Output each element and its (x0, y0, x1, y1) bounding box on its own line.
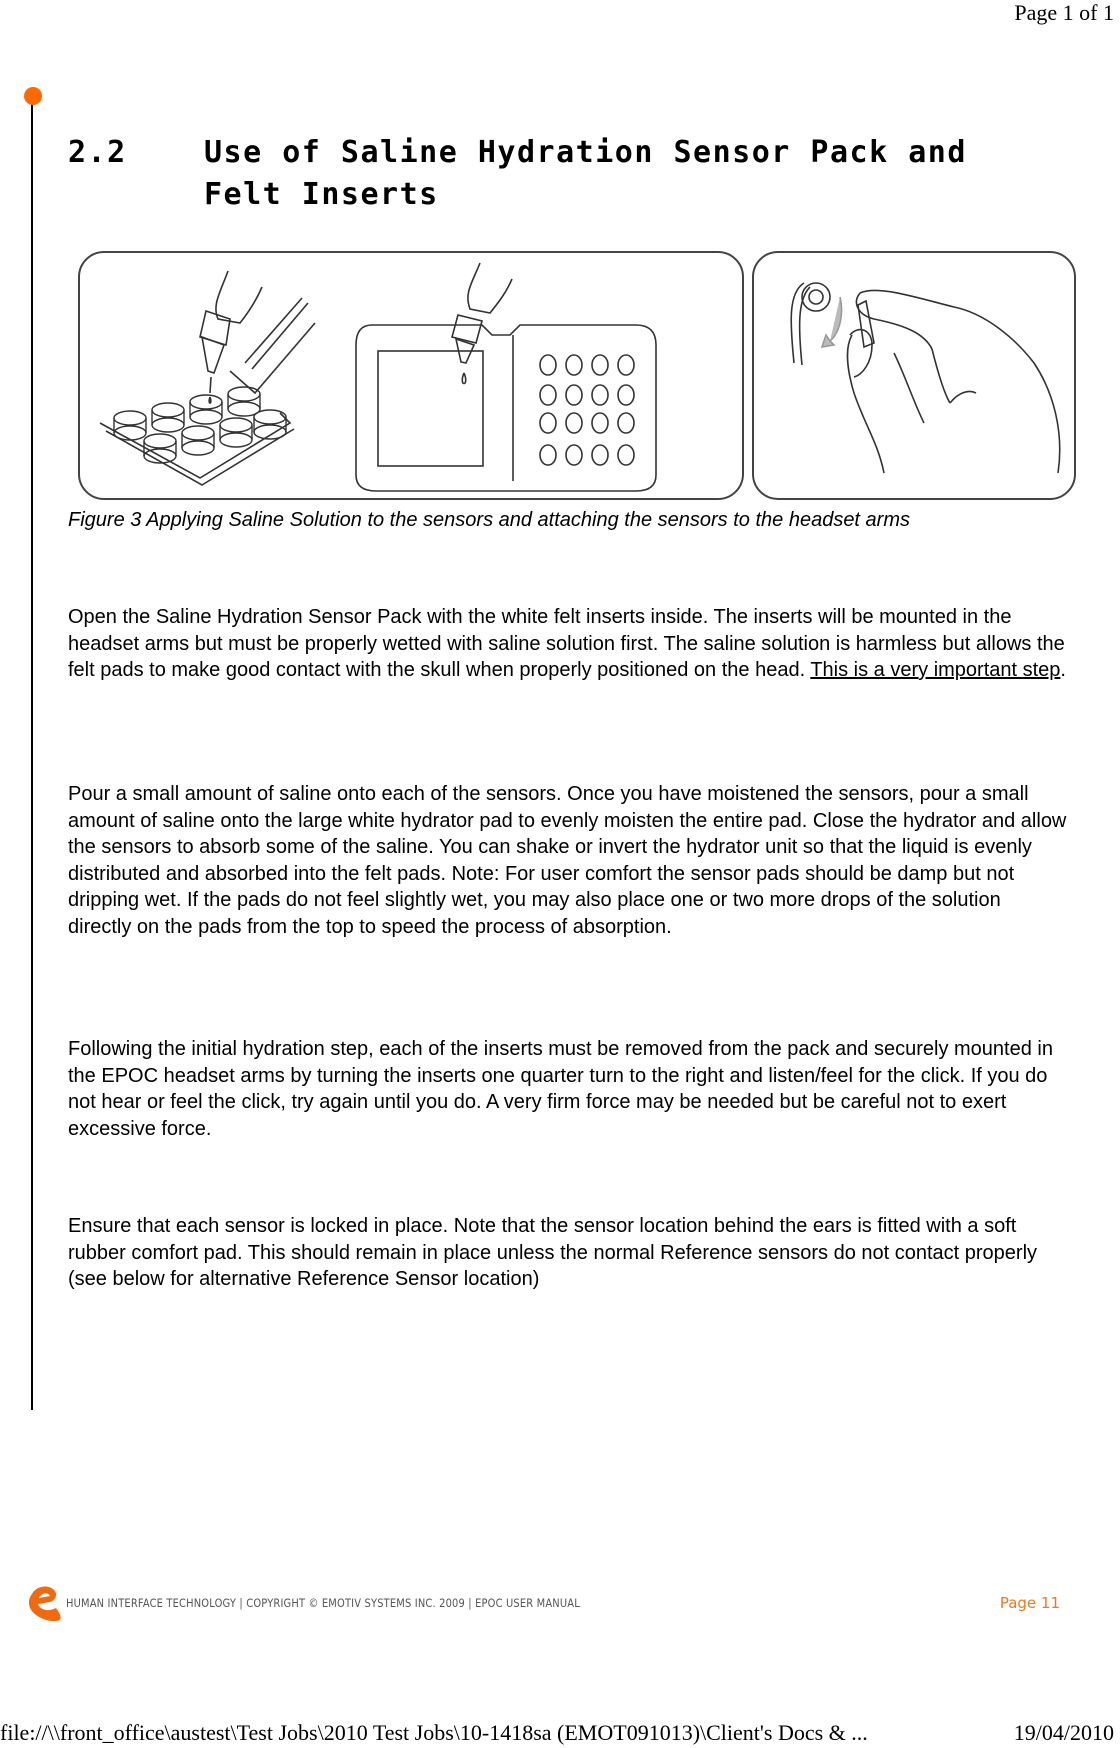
paragraph-mount-inserts: Following the initial hydration step, each of the inserts must be removed from the pack and securely mounted in the EPOC headset arms by turning the inserts one quarter turn to the right and listen/feel for the click. If you do not hear or feel the click, try again until you do. A very firm force may be needed but be careful not to exert excessive force. (68, 1038, 1053, 1140)
section-number: 2.2 (68, 135, 127, 170)
document-footer-text: HUMAN INTERFACE TECHNOLOGY | COPYRIGHT © EMOTIV SYSTEMS INC. 2009 | EPOC USER MANUAL (66, 1596, 580, 1610)
figure-caption: Figure 3 Applying Saline Solution to the sensors and attaching the sensors to the headset arms (68, 509, 910, 531)
print-header-page-indicator: Page 1 of 1 (1014, 0, 1114, 25)
document-page-number: Page 11 (999, 1594, 1060, 1612)
margin-dot-icon (24, 87, 42, 105)
important-step-emphasis: This is a very important step (810, 659, 1061, 681)
print-footer-path: file://\\front_office\austest\Test Jobs\2010 Test Jobs\10-1418sa (EMOT091013)\Client's Docs & ... (0, 1720, 868, 1745)
hydration-illustration-icon (80, 253, 742, 498)
emotiv-logo-icon (26, 1584, 64, 1622)
print-footer (0, 1720, 1114, 1746)
figure-panel-hydration (78, 251, 744, 500)
paragraph-text: Open the Saline Hydration Sensor Pack with the white felt inserts inside. The inserts will be mounted in the headset arms but must be properly wetted with saline solution first. The saline solution is harmless but allows the felt pads to make good contact with the skull when properly positioned on the head. (68, 606, 1065, 681)
figure-panel-attach-sensor (752, 251, 1076, 500)
paragraph-lock-sensors: Ensure that each sensor is locked in place. Note that the sensor location behind the ears is fitted with a soft rubber comfort pad. This should remain in place unless the normal Reference sensors do not contact properly (see below for alternative Reference Sensor location) (68, 1215, 1038, 1290)
section-heading (68, 132, 1028, 216)
print-footer-date: 19/04/2010 (1013, 1720, 1114, 1745)
attach-sensor-illustration-icon (754, 253, 1074, 498)
paragraph-tail: . (1060, 659, 1066, 681)
figure-3 (78, 251, 1075, 498)
paragraph-open-pack (68, 604, 1068, 684)
paragraph-pour-saline: Pour a small amount of saline onto each of the sensors. Once you have moistened the sensors, pour a small amount of saline onto the large white hydrator pad to evenly moisten the entire pad. Close the hydrator and allow the sensors to absorb some of the saline. You can shake or invert the hydrator unit so that the liquid is evenly distributed and absorbed into the felt pads. Note: For user comfort the sensor pads should be damp but not dripping wet. If the pads do not feel slightly wet, you may also place one or two more drops of the solution directly on the pads from the top to speed the process of absorption. (68, 783, 1067, 938)
section-title: Use of Saline Hydration Sensor Pack and Felt Inserts (204, 135, 967, 212)
margin-rule (31, 96, 33, 1410)
document-footer (26, 1584, 1066, 1624)
